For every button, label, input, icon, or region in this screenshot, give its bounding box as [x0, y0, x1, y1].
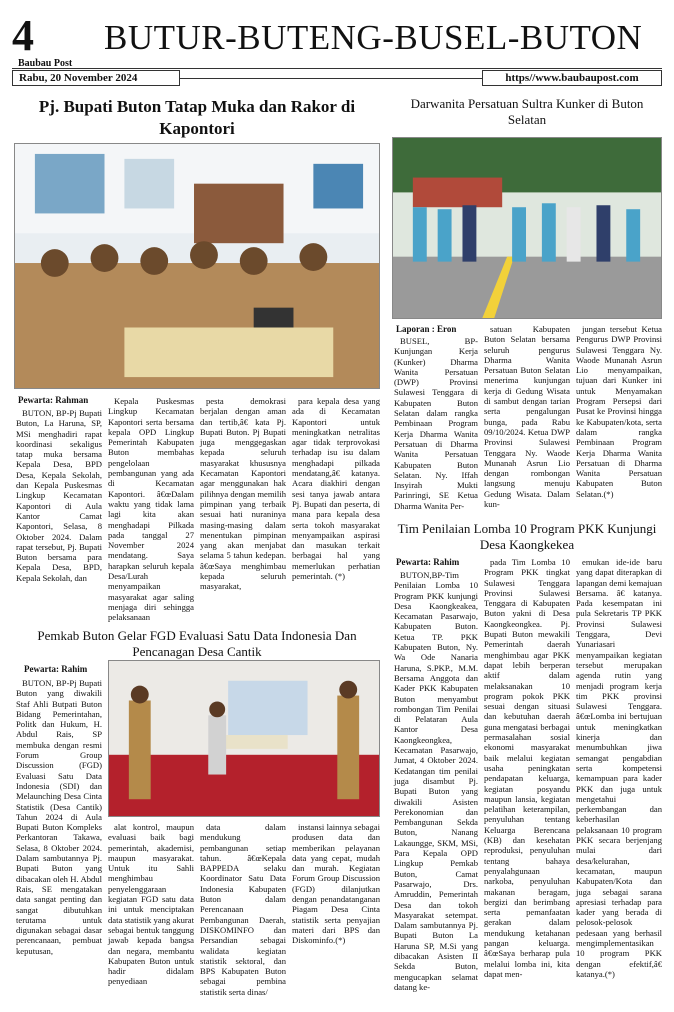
- article4-byline: Pewarta: Rahim: [24, 664, 88, 674]
- article2-col1-text: BUSEL, BP-Kunjungan Kerja (Kunker) Dharma Wanita Persatuan (DWP) Provinsi Sulawesi Tenggara di Kabupaten Buton Selatan dalam rangka Pembinaan Program Kerja Dharma Wanita Persatuan di Dharma Wanita Persatuan Kabupaten Buton Selatan. Ny. Iffah Insyirah Mukti Parinringi, SE Ketua Dharma Wanita Per-: [394, 336, 478, 511]
- article1-col1: [16, 408, 102, 613]
- article2-col3: [576, 324, 662, 516]
- publication-name: Baubau Post: [18, 58, 73, 69]
- article3-byline: Pewarta: Rahim: [396, 557, 460, 567]
- article2-col3-text: jungan tersebut Ketua Pengurus DWP Provinsi Sulawesi Tenggara Ny. Waode Munanah Asrun Lio menyampaikan, tujuan dari Kunker ini untuk Menyamakan Program Persepsi dari Pusat ke Provinsi hingga ke Kabupaten/kota, serta dalam rangka Pembinaan Program Kerja Dharma Wanita Persatuan di Dharma Wanita Persatuan Kabupaten Buton Selatan.(*): [576, 324, 662, 499]
- header-mid-rule: [180, 78, 482, 79]
- article1-photo: [14, 143, 380, 389]
- page-number: 4: [12, 11, 34, 60]
- article1-col1-text: BUTON, BP-Pj Bupati Buton, La Haruna, SP, MSi menghadiri rapat koordinasi sekaligus tatap muka bersama Kepala Desa, BPD Desa, Kepala Sekolah, dan Kepala Puskesmas Lingkup Kecamatan Kapontori di Aula Kantor Camat Kapontori, Selasa, 8 Oktober 2024. Dalam rapat tersebut, Pj. Bupati Buton bersama para Kepala Desa, BPD, Kepala Sekolah, dan: [16, 408, 102, 583]
- article4-col3: [200, 822, 286, 1006]
- article3-col3-text: emukan ide-ide baru yang dapat diterapkan di lapangan demi kemajuan Bersama. â€ katanya. Pada kesempatan ini pula Sekretaris TP PKK Provinsi Sulawesi Tenggara, Devi Yunariasari menyampaikan kegiatan tersebut merupakan agenda rutin yang menjadi program kerja tim PKK provinsi Sulawesi Tenggara. â€œLomba ini bertujuan untuk meningkatkan kinerja dan menumbuhkan jiwa semangat pengabdian serta kompetensi kemampuan para kader PKK dan juga untuk mengetahui perkembangan dan keberhasilan pelaksanaan 10 program PKK secara berjenjang mulai dari desa/kelurahan, kecamatan, maupun Kabupaten/Kota dan juga sebagai sarana apresiasi terhadap para kader yang berada di pelosok-pelosok pedesaan yang berhasil mengimplementasikan 10 program PKK dengan efektif,â€ katanya.(*): [576, 557, 662, 979]
- article1-col3-text: pesta demokrasi berjalan dengan aman dan tertib,â€ kata Pj. Bupati Buton. Pj Bupati juga menggegaskan kepada seluruh masyarakat khususnya Kecamatan Kapontori agar menggunakan hak pilihnya dengan memilih pimpinan yang terbaik sesuai hati nuraninya masing-masing dalam menentukan pimpinan yang akan menjabat selama 5 tahun kedepan. â€œSaya menghimbau kepada seluruh masyarakat,: [200, 396, 286, 592]
- article4-col2-text: alat kontrol, maupun evaluasi baik bagi pemerintah, akademisi, maupun masyarakat. Untuk itu Sahli menghimbau penyelenggaraan kegiatan FGD satu data ini untuk menciptakan data statistik yang akurat sebagai bentuk tanggung jawab kepada bangsa dan negara, membantu Kabupaten Buton untuk hadir didalam penyediaan: [108, 822, 194, 987]
- header-rule: [12, 68, 662, 69]
- article4-title: Pemkab Buton Gelar FGD Evaluasi Satu Data Indonesia Dan Pencanagan Desa Cantik: [37, 628, 357, 659]
- website-link[interactable]: https//www.baubaupost.com: [482, 70, 662, 86]
- date-label: Rabu, 20 November 2024: [12, 70, 180, 86]
- article4-col4: [292, 822, 380, 1006]
- article3-col1: [394, 570, 478, 1006]
- article3-col3: [576, 557, 662, 1006]
- article3-col1-text: BUTON,BP-Tim Penilaian Lomba 10 Program PKK kunjungi Desa Kaongkeakea, Kecamatan Pasarwajo, Kabupaten Buton. Ketua TP. PKK Kabupaten Buton, Ny. Wa Ode Nanaria Haruna, S.PKP., M.M. Bersama Anggota dan Kader PKK Kabupaten Buton menyambut rombongan Tim Penilai di Pelataran Aula Kantor Desa Kaongkeongkea, Kecamatan Pasarwajo, Jumat, 4 Oktober 2024. Kedatangan tim penilai juga disambut Pj. Bupati Buton yang diwakili Asisten Perekonomian dan Pembangunan Sekda Buton, Nanang Lakaungge, SKM, MSi, Para Kepala OPD Lingkup Pemkab Buton, Camat Pasarwajo, Drs. Amruddin, Pemerintah Desa dan tokoh Masyarakat setempat. Dalam sambutannya Pj. Bupati Buton La Haruna SP, M.Si yang dibacakan Asisten II Sekda Buton, mengucapkan selamat datang ke-: [394, 570, 478, 992]
- article3-col2: [484, 557, 570, 1006]
- article2-byline: Laporan : Eron: [396, 324, 457, 334]
- article3-title: Tim Penilaian Lomba 10 Program PKK Kunjungi Desa Kaongkekea: [397, 521, 657, 552]
- article4-col2: [108, 822, 194, 1006]
- article4-col1-text: BUTON, BP-Pj Bupati Buton yang diwakili Staf Ahli Butpati Buton Bidang Pemerintahan, Politk dan Hukum, H. Abdul Rais, SP membuka dengan resmi Forum Group Discussion (FGD) Evaluasi Satu Data Indonesia (SDI) dan Melaunching Desa Cinta Statistik (Desa Cantik) Tahun 2024 di Aula Bupati Buton Kompleks Perkantoran Takawa, Selasa, 8 Oktober 2024. Dalam sambutannya Pj. Bupati Buton yang dibacakan oleh H. Abdul Rais, SE mengatakan data sangat penting dan sangat dibutuhkan terutama untuk digunakan sebagai dasar perencanaan, pembuat keputusan,: [16, 678, 102, 956]
- article1-title: Pj. Bupati Buton Tatap Muka dan Rakor di Kapontori: [38, 97, 356, 138]
- article1-col2: [108, 396, 194, 623]
- article4-col1: [16, 678, 102, 1006]
- article1-byline: Pewarta: Rahman: [18, 395, 89, 405]
- section-title: BUTUR-BUTENG-BUSEL-BUTON: [104, 18, 643, 57]
- article2-title: Darwanita Persatuan Sultra Kunker di Buton Selatan: [410, 96, 644, 127]
- article2-col1: [394, 336, 478, 516]
- article4-col4-text: instansi lainnya sebagai produsen data dan memberikan pelayanan data yang cepat, mudah dan murah. Kegiatan Forum Group Discussion (FGD) dilanjutkan dengan penandatanganan Piagam Desa Cinta statistik serta penyajian materi dari BPS dan Diskominfo.(*): [292, 822, 380, 946]
- article4-photo: [108, 660, 380, 817]
- article3-col2-text: pada Tim Lomba 10 Program PKK tingkat Sulawesi Tenggara Provinsi Sulawesi Tenggara di Kabupaten Buton yakni di Desa Kaongkeongkea. Pj. Bupati Buton mewakili Pemerintah daerah menghimbau agar PKK dapat lebih berperan aktif dalam melaksanakan 10 program pokok PKK sesuai dengan situasi dan kebutuhan daerah guna mengatasi berbagai permasalahan sosial ekonomi masyarakat baik melalui kegiatan usaha peningkatan pendapatan keluarga, kegiatan posyandu maupun lansia, kegiatan pelatihan keterampilan, penyuluhan tentang Keluarga Berencana (KB) dan kesehatan reproduksi, penyuluhan tentang bahaya penyalahgunaan narkoba, penyuluhan makanan beragam, bergizi dan berimbang serta pemanfaatan gerakan dalam mendukung ketahanan pangan keluarga. â€œSaya berharap pula melalui lomba ini, kita dapat men-: [484, 557, 570, 979]
- article2-photo: [392, 137, 662, 319]
- article1-col4: [292, 396, 380, 613]
- article1-col2-text: Kepala Puskesmas Lingkup Kecamatan Kapontori serta bersama kepala OPD Lingkup Pemerintah Kabupaten Buton membahas pengelolaan pembangunan yang ada di Kecamatan Kapontori. â€œDalam waktu yang tidak lama lagi kita akan menghadapi Pilkada pada tanggal 27 November 2024 mendatang. Saya harapkan seluruh kepala Desa/Lurah menyampaikan masyarakat agar saling menjaga diri sehingga pelaksanaan: [108, 396, 194, 623]
- article2-col2-text: satuan Kabupaten Buton Selatan bersama seluruh pengurus Dharma Wanita Persatuan Buton Selatan menerima kunjungan kerja di Gedung Wisata di sambut dengan tarian serta pengalungan bunga, pada Rabu 09/10/2024. Ketua DWP Provinsi Sulawesi Tenggara Ny. Waode Munanah Asrun Lio dengan rombongan langsung menuju Gedung Wisata. Dalam kun-: [484, 324, 570, 510]
- article1-col4-text: para kepala desa yang ada di Kecamatan Kapontori untuk meningkatkan netralitas agar tidak terprovokasi terhadap isu isu dalam menghadapi pilkada mendatang,â€ katanya. Acara diakhiri dengan sesi tanya jawab antara Pj. Bupati dan peserta, di mana para kepala desa serta tokoh masyarakat menyampaikan aspirasi dan masukan terkait berbagai hal yang memerlukan perhatian pemerintah. (*): [292, 396, 380, 582]
- article4-col3-text: data dalam mendukung pembangunan setiap tahun. â€œKepala BAPPEDA selaku Koordinator Satu Data Indonesia Kabupaten Buton dalam Perencanaan Pembangunan Daerah, DISKOMINFO dan Persandian sebagai walidata kegiatan statistik sektoral, dan BPS Kabupaten Buton sebagai pembina statistik serta dinas/: [200, 822, 286, 997]
- article2-col2: [484, 324, 570, 516]
- article1-col3: [200, 396, 286, 613]
